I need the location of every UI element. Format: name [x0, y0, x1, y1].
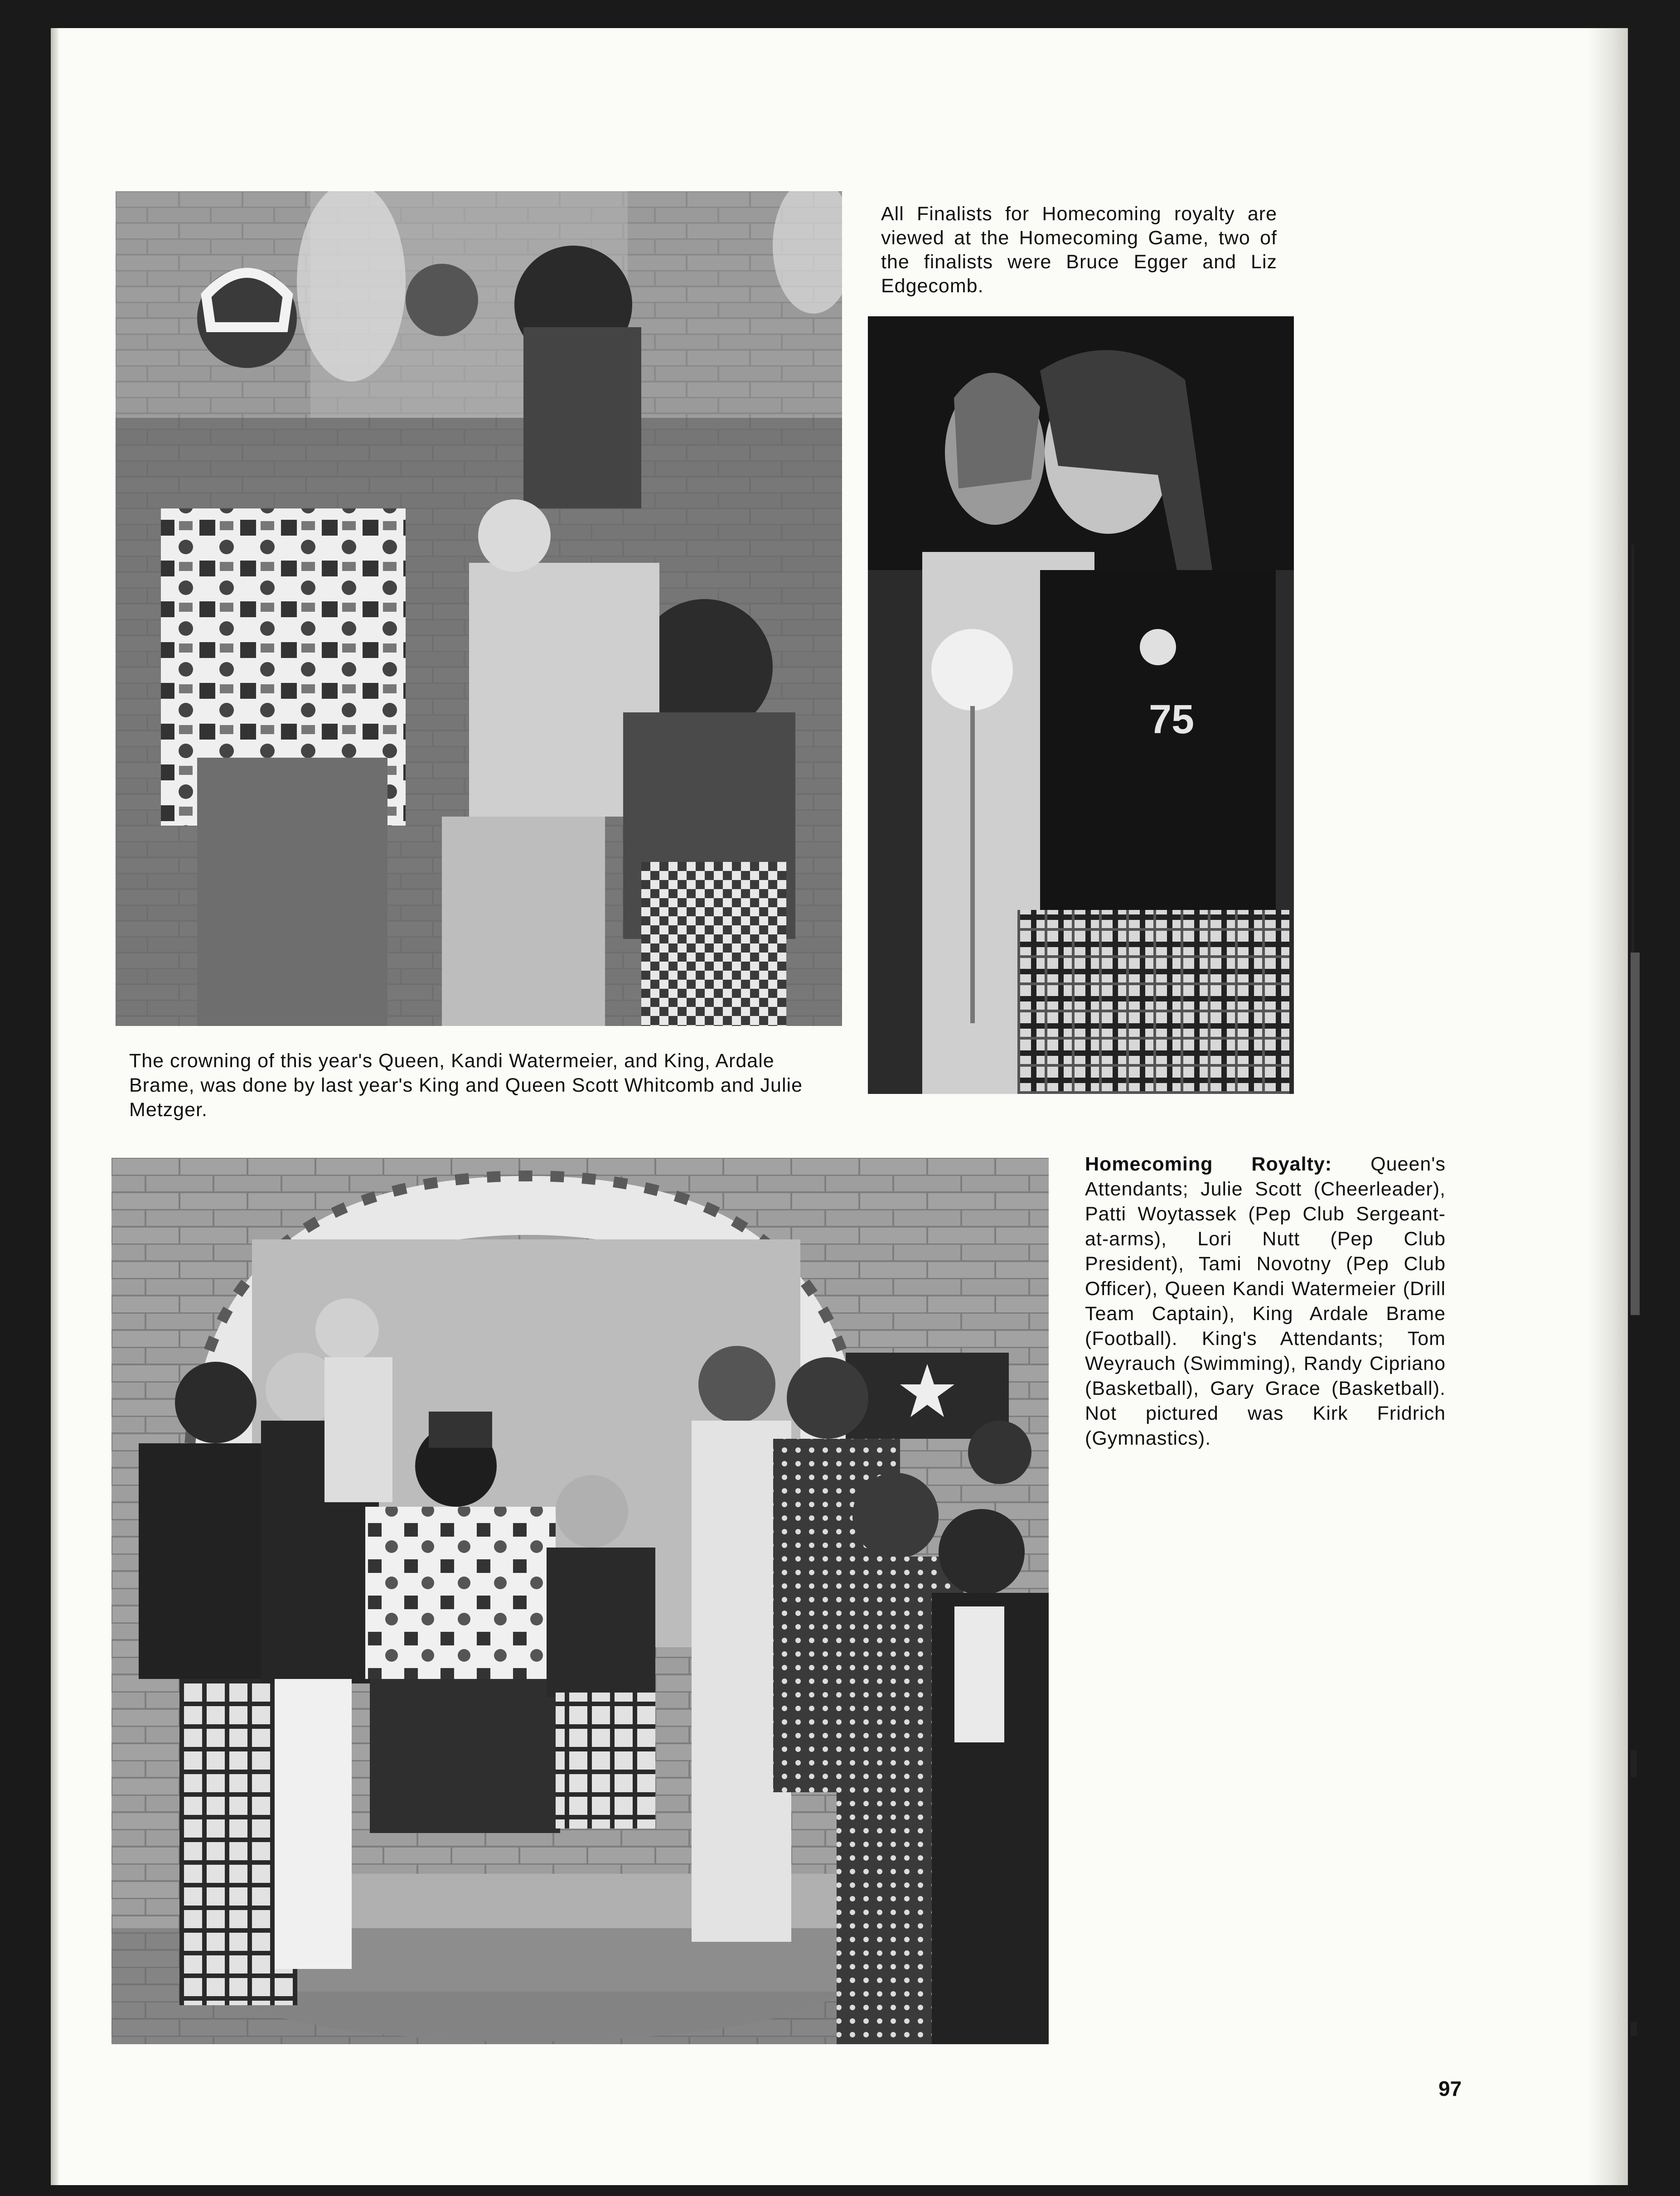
finalists-photo — [868, 316, 1294, 1094]
edge-marker-2 — [1631, 953, 1640, 1315]
svg-text:75: 75 — [1149, 697, 1195, 742]
royalty-caption — [1085, 1152, 1446, 1451]
finalists-caption: All Finalists for Homecoming royalty are viewed at the Homecoming Game, two of the finalists were Bruce Egger and Liz Edgecomb. — [881, 203, 1277, 297]
edge-marker-3 — [1631, 1750, 1637, 1777]
page-number: 97 — [1438, 2077, 1462, 2100]
photo-homecoming-royalty-group-icon — [111, 1158, 1049, 2044]
royalty-caption-body: Queen's Attendants; Julie Scott (Cheerleader), Patti Woytassek (Pep Club Sergeant-at-arms), Lori Nutt (Pep Club President), Tami Novotny (Pep Club Officer), Queen Kandi Watermeier (Drill Team Captain), King Ardale Brame (Football). King's Attendants; Tom Weyrauch (Swimming), Randy Cipriano (Basketball), Gary Grace (Basketball). Not pictured was Kirk Fridrich (Gymnastics). — [1085, 1153, 1446, 1449]
yearbook-page — [51, 28, 1628, 2185]
royalty-caption-heading: Homecoming Royalty: — [1085, 1153, 1332, 1175]
edge-marker-4 — [1631, 2022, 1637, 2036]
photo-finalists-at-game-icon — [868, 316, 1294, 1094]
photo-crowning-ceremony-icon — [116, 191, 842, 1026]
page-gutter-shadow — [51, 28, 59, 2185]
page-right-edge — [1587, 28, 1628, 2185]
crowning-caption: The crowning of this year's Queen, Kandi Watermeier, and King, Ardale Brame, was done by last year's King and Queen Scott Whitcomb and Julie Metzger. — [129, 1050, 803, 1121]
royalty-group-photo — [111, 1158, 1049, 2044]
crowning-photo — [116, 191, 842, 1026]
